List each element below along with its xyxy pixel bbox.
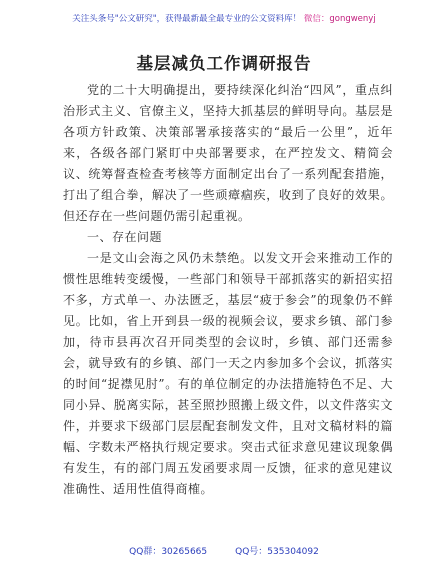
banner-wechat-id: gongwenyj <box>329 14 376 24</box>
section-heading: 一、存在问题 <box>87 230 163 244</box>
document-title: 基层减负工作调研报告 <box>136 54 312 73</box>
paragraph-intro: 党的二十大明确提出，要持续深化纠治“四风”，重点纠治形式主义、官僚主义，坚持大抓基层的鲜明导向。基层是各项方针政策、决策部署承接落实的“最后一公里”，近年来，各级各部门紧盯中央部署要求，在严控发文、精简会议、统筹督查检查考核等方面制定出台了一系列配套措施，打出了组合拳，解决了一些顽瘴痼疾，收到了良好的效果。但还存在一些问题仍需引起重视。 <box>63 83 393 223</box>
paragraph-problem-one: 一是文山会海之风仍未禁绝。以发文开会来推动工作的惯性思维转变缓慢，一些部门和领导干部抓落实的新招实招不多，方式单一、办法匮乏，基层“疲于参会”的现象仍不鲜见。比如，省上开到县一级的视频会议，要求乡镇、部门参加，待市县再次召开同类型的会议时，乡镇、部门还需参会，就导致有的乡镇、部门一天之内参加多个会议，抓落实的时间“捉襟见肘”。有的单位制定的办法措施特色不足、大同小异、脱离实际，甚至照抄照搬上级文件，以文件落实文件，并要求下级部门层层配套制发文件，且对文稿材料的篇幅、字数未严格执行规定要求。突击式征求意见建议现象偶有发生，有的部门周五发函要求周一反馈，征求的意见建议准确性、适用性值得商榷。 <box>63 251 393 496</box>
banner-text: 关注头条号"公文研究"，获得最新最全最专业的公文资料库！ <box>72 14 302 24</box>
banner-wechat-label: 微信： <box>303 14 330 24</box>
qq-group-text: QQ群：30265665 <box>129 547 208 557</box>
qq-number-text: QQ号：535304092 <box>235 547 319 557</box>
promo-banner <box>44 14 404 24</box>
document-body <box>63 80 393 500</box>
contact-footer <box>0 544 448 557</box>
